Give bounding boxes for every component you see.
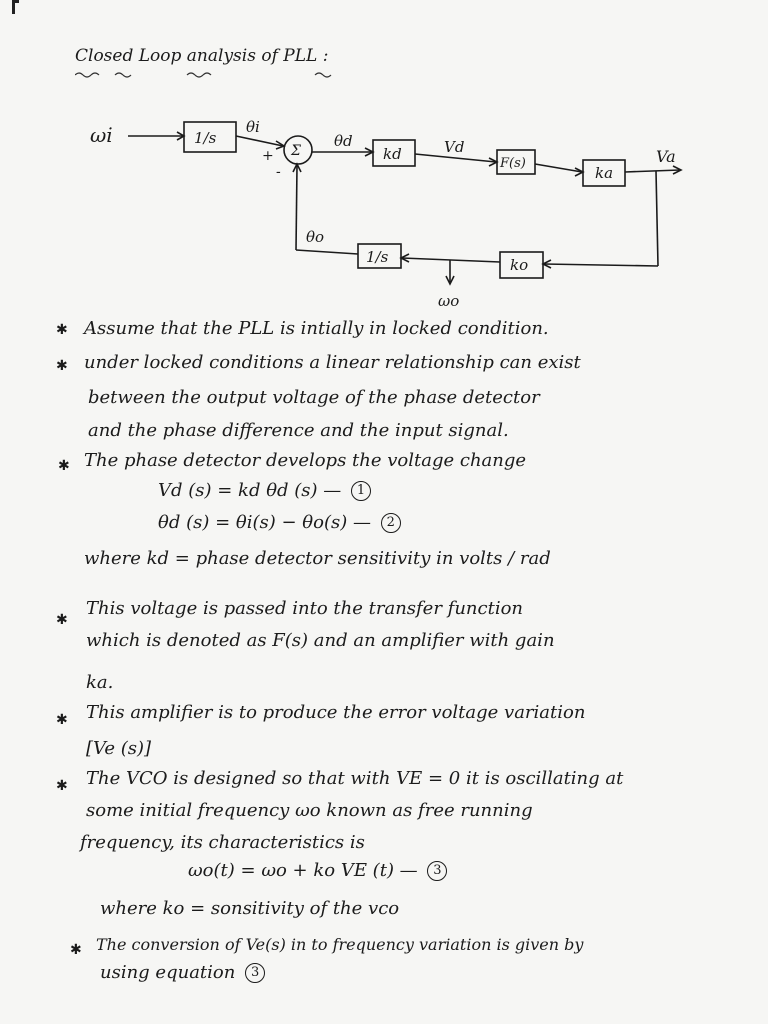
input-omega-label: ωi [90, 123, 113, 147]
note-line: where ko = sonsitivity of the vco [100, 898, 400, 919]
bullet-star-icon: ✱ [56, 778, 68, 794]
note-line: ka. [86, 672, 114, 693]
equation-number-badge: 3 [427, 861, 447, 881]
ko-label: ko [510, 256, 529, 274]
plus-sign: + [262, 148, 274, 164]
note-line: The phase detector develops the voltage change [84, 450, 527, 471]
note-line: some initial frequency ωo known as free running [86, 800, 533, 821]
kd-label: kd [383, 145, 402, 163]
note-line: using equation [100, 962, 236, 983]
bullet-star-icon: ✱ [56, 322, 68, 338]
bullet-star-icon: ✱ [56, 612, 68, 628]
theta-o-label: θo [306, 228, 325, 246]
integrator-in-label: 1/s [194, 129, 217, 147]
bullet-star-icon: ✱ [58, 458, 70, 474]
bullet-star-icon: ✱ [56, 358, 68, 374]
note-line: The conversion of Ve(s) in to frequency variation is given by [96, 935, 584, 954]
note-line: between the output voltage of the phase detector [88, 387, 540, 408]
note-line: and the phase difference and the input signal. [88, 420, 509, 441]
equation-1-text: Vd (s) = kd θd (s) — [158, 480, 342, 501]
equation-number-badge: 1 [351, 481, 371, 501]
vd-label: Vd [444, 138, 465, 156]
equation-number-badge: 3 [245, 963, 265, 983]
sum-symbol: Σ [291, 143, 301, 159]
note-line: [Ve (s)] [86, 738, 152, 759]
note-line: frequency, its characteristics is [80, 832, 365, 853]
note-line: under locked conditions a linear relationship can exist [84, 352, 581, 373]
equation-2 [158, 512, 401, 534]
equation-3-text: ωo(t) = ωo + ko VE (t) — [188, 860, 418, 881]
filter-label: F(s) [500, 156, 526, 171]
pll-block-diagram [0, 0, 768, 320]
equation-reference [100, 962, 265, 984]
omega-o-label: ωo [438, 292, 460, 310]
note-line: which is denoted as F(s) and an amplifier with gain [86, 630, 555, 651]
note-line: The VCO is designed so that with VE = 0 it is oscillating at [86, 768, 624, 789]
va-label: Va [656, 147, 676, 166]
page-title: Closed Loop analysis of PLL : [75, 46, 329, 66]
ka-label: ka [595, 164, 614, 182]
note-line: where kd = phase detector sensitivity in volts / rad [84, 548, 551, 569]
equation-3 [188, 860, 447, 882]
theta-i-label: θi [246, 118, 260, 136]
bullet-star-icon: ✱ [56, 712, 68, 728]
note-line: This amplifier is to produce the error voltage variation [86, 702, 586, 723]
minus-sign: - [276, 164, 281, 180]
bullet-star-icon: ✱ [70, 942, 82, 958]
equation-number-badge: 2 [381, 513, 401, 533]
equation-2-text: θd (s) = θi(s) − θo(s) — [158, 512, 371, 533]
integrator-fb-label: 1/s [366, 248, 389, 266]
theta-d-label: θd [334, 132, 353, 150]
note-line: This voltage is passed into the transfer function [86, 598, 524, 619]
note-line: Assume that the PLL is intially in locked condition. [84, 318, 549, 339]
equation-1 [158, 480, 371, 502]
